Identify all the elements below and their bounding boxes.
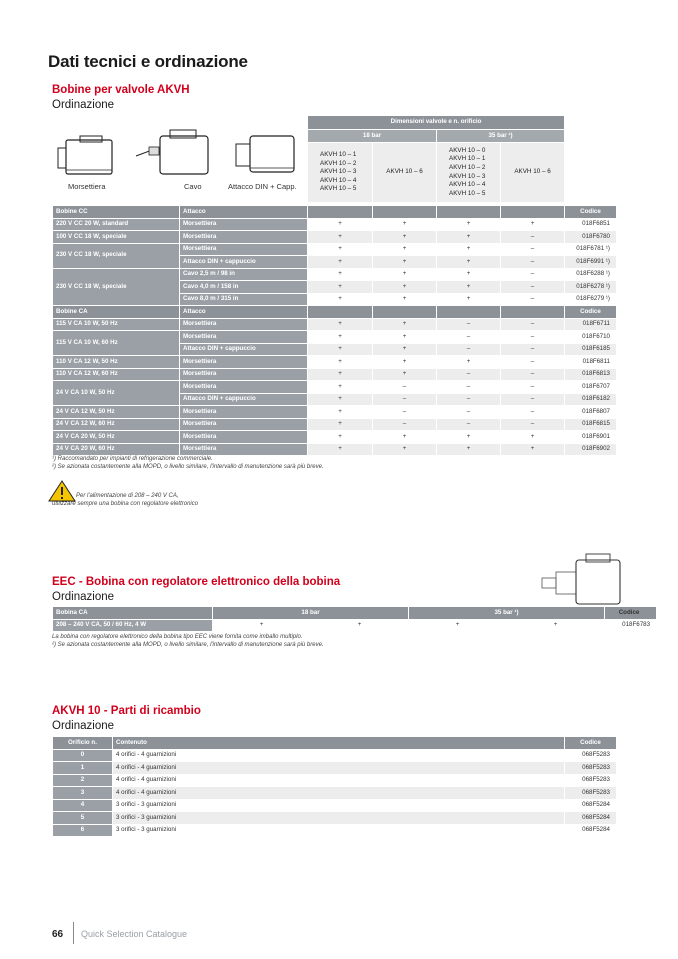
compat-value: – [501, 256, 565, 269]
parts-content: 3 orifici - 3 guarnizioni [113, 799, 565, 812]
dimension-header [307, 115, 564, 203]
parts-header-content: Contenuto [113, 737, 565, 750]
dim-entry: AKVH 10 – 1 [320, 151, 357, 159]
dim-col-2 [373, 143, 437, 203]
order-code: 018F6902 [565, 443, 617, 456]
compat-value: + [308, 381, 373, 394]
compat-value: – [373, 406, 437, 419]
parts-code: 068F5283 [565, 787, 617, 800]
compat-value: – [501, 368, 565, 381]
table-row [53, 443, 617, 456]
compat-value: + [437, 231, 501, 244]
attach-type: Attacco DIN + cappuccio [180, 343, 308, 356]
compat-value: + [373, 343, 437, 356]
order-code: 018F6710 [565, 331, 617, 344]
compat-value: – [501, 393, 565, 406]
order-code: 018F6781 ¹) [565, 243, 617, 256]
dim-entry: AKVH 10 – 2 [449, 163, 486, 171]
parts-content: 4 orifici - 4 guarnizioni [113, 774, 565, 787]
compat-value: + [437, 356, 501, 369]
header-blank [437, 306, 501, 319]
attach-type: Morsettiera [180, 443, 308, 456]
dim-header-title: Dimensioni valvole e n. orificio [308, 116, 565, 130]
dim-entry: AKVH 10 – 1 [449, 155, 486, 163]
parts-content: 3 orifici - 3 guarnizioni [113, 824, 565, 837]
compat-value: + [373, 256, 437, 269]
order-code: 018F6711 [565, 318, 617, 331]
attach-type: Morsettiera [180, 381, 308, 394]
order-code: 018F6807 [565, 406, 617, 419]
compat-value: + [437, 293, 501, 306]
coil-type: 100 V CC 18 W, speciale [53, 231, 180, 244]
compat-value: + [437, 256, 501, 269]
coil-type: 220 V CC 20 W, standard [53, 218, 180, 231]
dim-col-4 [501, 143, 565, 203]
orifice-number: 3 [53, 787, 113, 800]
compat-value: – [501, 331, 565, 344]
akvh-coil-table [52, 205, 617, 456]
coil-type: 110 V CA 12 W, 60 Hz [53, 368, 180, 381]
dim-entry: AKVH 10 – 2 [320, 159, 357, 167]
table-row [53, 381, 617, 394]
table-row [53, 356, 617, 369]
coil-terminal-box-image [58, 136, 112, 174]
eec-notes [52, 633, 324, 650]
compat-value: – [501, 293, 565, 306]
compat-value: + [437, 431, 501, 444]
eec-coil: 208 – 240 V CA, 50 / 60 Hz, 4 W [53, 619, 213, 632]
compat-value: – [501, 243, 565, 256]
dim-entry: AKVH 10 – 6 [386, 168, 423, 176]
order-code: 018F6813 [565, 368, 617, 381]
compat-value: + [373, 281, 437, 294]
compat-value: + [308, 243, 373, 256]
eec-section-title: EEC - Bobina con regolatore elettronico della bobina [52, 576, 341, 588]
attach-type: Morsettiera [180, 218, 308, 231]
akvh-note-1: ¹) Raccomandato per impianti di refrigerazione commerciale. [52, 456, 213, 462]
attach-type: Morsettiera [180, 418, 308, 431]
compat-value: + [501, 431, 565, 444]
order-code: 018F6288 ¹) [565, 268, 617, 281]
order-code: 018F6182 [565, 393, 617, 406]
compat-value: – [501, 381, 565, 394]
compat-value: – [437, 393, 501, 406]
table-row [53, 824, 617, 837]
eec-value: + [507, 619, 605, 632]
coil-type: 110 V CA 12 W, 50 Hz [53, 356, 180, 369]
parts-content: 4 orifici - 4 guarnizioni [113, 787, 565, 800]
eec-section-subtitle: Ordinazione [52, 591, 115, 603]
table-row [53, 318, 617, 331]
table-row [53, 243, 617, 256]
compat-value: + [308, 318, 373, 331]
compat-value: + [373, 443, 437, 456]
compat-value: + [373, 356, 437, 369]
compat-value: – [501, 406, 565, 419]
parts-header-code: Codice [565, 737, 617, 750]
eec-code: 018F6783 [605, 619, 657, 632]
compat-value: + [437, 281, 501, 294]
header-blank [501, 306, 565, 319]
compat-value: – [501, 231, 565, 244]
parts-code: 068F5284 [565, 824, 617, 837]
attach-type: Cavo 2,5 m / 98 in [180, 268, 308, 281]
compat-value: – [373, 381, 437, 394]
coil-cable-image [136, 130, 208, 174]
compat-value: – [501, 343, 565, 356]
table-header-row [53, 206, 617, 219]
compat-value: + [437, 218, 501, 231]
table-row [53, 799, 617, 812]
orifice-number: 1 [53, 762, 113, 775]
compat-value: + [308, 256, 373, 269]
compat-value: + [501, 443, 565, 456]
parts-section-title: AKVH 10 - Parti di ricambio [52, 705, 201, 717]
eec-header-coil: Bobina CA [53, 607, 213, 620]
dim-entry: AKVH 10 – 4 [449, 181, 486, 189]
dim-entry: AKVH 10 – 4 [320, 176, 357, 184]
table-row [53, 231, 617, 244]
parts-table [52, 736, 617, 837]
eec-coil-image [540, 552, 626, 612]
compat-value: – [437, 406, 501, 419]
orifice-number: 0 [53, 749, 113, 762]
parts-code: 068F5284 [565, 812, 617, 825]
eec-note-1: La bobina con regolatore elettronico della bobina tipo EEC viene fornita come imballo multiplo. [52, 634, 303, 640]
parts-code: 068F5283 [565, 762, 617, 775]
header-coil: Bobine CC [53, 206, 180, 219]
caption-din: Attacco DIN + Capp. [228, 182, 297, 191]
dim-header-35bar: 35 bar ¹) [437, 130, 565, 143]
order-code: 018F6278 ¹) [565, 281, 617, 294]
compat-value: + [308, 356, 373, 369]
header-blank [373, 306, 437, 319]
header-coil: Bobine CA [53, 306, 180, 319]
compat-value: – [437, 331, 501, 344]
coil-type: 230 V CC 18 W, speciale [53, 268, 180, 306]
order-code: 018F6851 [565, 218, 617, 231]
eec-note-2: ²) Se azionata costantemente alla MOPD, o livello similare, l'intervallo di manutenzione sarà più breve. [52, 642, 324, 649]
parts-content: 3 orifici - 3 guarnizioni [113, 812, 565, 825]
parts-content: 4 orifici - 4 guarnizioni [113, 762, 565, 775]
coil-type: 24 V CA 20 W, 50 Hz [53, 431, 180, 444]
caption-cavo: Cavo [184, 182, 202, 191]
compat-value: + [373, 431, 437, 444]
attach-type: Cavo 8,0 m / 315 in [180, 293, 308, 306]
header-attach: Attacco [180, 306, 308, 319]
compat-value: – [437, 368, 501, 381]
compat-value: + [373, 368, 437, 381]
compat-value: – [437, 418, 501, 431]
compat-value: + [308, 331, 373, 344]
order-code: 018F6185 [565, 343, 617, 356]
attach-type: Morsettiera [180, 331, 308, 344]
table-row [53, 368, 617, 381]
compat-value: – [501, 281, 565, 294]
orifice-number: 2 [53, 774, 113, 787]
compat-value: – [373, 418, 437, 431]
parts-content: 4 orifici - 4 guarnizioni [113, 749, 565, 762]
coil-type: 115 V CA 10 W, 60 Hz [53, 331, 180, 356]
eec-header-35bar: 35 bar ¹) [409, 607, 605, 620]
eec-header-code: Codice [605, 607, 657, 620]
compat-value: – [501, 268, 565, 281]
compat-value: + [308, 443, 373, 456]
compat-value: + [308, 406, 373, 419]
attach-type: Cavo 4,0 m / 158 in [180, 281, 308, 294]
compat-value: + [308, 231, 373, 244]
orifice-number: 4 [53, 799, 113, 812]
eec-value: + [311, 619, 409, 632]
header-blank [437, 206, 501, 219]
order-code: 018F6815 [565, 418, 617, 431]
compat-value: + [437, 243, 501, 256]
attach-type: Attacco DIN + cappuccio [180, 256, 308, 269]
warning-line-1: Per l'alimentazione di 208 – 240 V CA, [76, 493, 179, 499]
dim-entry: AKVH 10 – 3 [449, 172, 486, 180]
compat-value: + [373, 268, 437, 281]
akvh-note-2: ²) Se azionata costantemente alla MOPD, o livello similare, l'intervallo di manutenzione sarà più breve. [52, 464, 324, 471]
compat-value: + [308, 293, 373, 306]
compat-value: + [308, 418, 373, 431]
eec-table [52, 606, 657, 632]
compat-value: + [308, 281, 373, 294]
dim-entry: AKVH 10 – 3 [320, 168, 357, 176]
attach-type: Morsettiera [180, 243, 308, 256]
compat-value: + [308, 368, 373, 381]
table-row [53, 787, 617, 800]
attach-type: Morsettiera [180, 231, 308, 244]
coil-type: 24 V CA 12 W, 60 Hz [53, 418, 180, 431]
dim-entry: AKVH 10 – 6 [514, 168, 551, 176]
compat-value: – [501, 418, 565, 431]
table-row [53, 331, 617, 344]
header-blank [373, 206, 437, 219]
eec-value: + [213, 619, 311, 632]
order-code: 018F6811 [565, 356, 617, 369]
header-blank [308, 206, 373, 219]
compat-value: + [373, 231, 437, 244]
order-code: 018F6780 [565, 231, 617, 244]
compat-value: + [373, 243, 437, 256]
coil-type: 115 V CA 10 W, 50 Hz [53, 318, 180, 331]
akvh-notes [52, 455, 324, 472]
parts-section-subtitle: Ordinazione [52, 720, 115, 732]
orifice-number: 6 [53, 824, 113, 837]
eec-header-18bar: 18 bar [213, 607, 409, 620]
parts-code: 068F5284 [565, 799, 617, 812]
compat-value: + [308, 343, 373, 356]
order-code: 018F6707 [565, 381, 617, 394]
coil-din-image [236, 136, 294, 172]
compat-value: + [501, 218, 565, 231]
akvh-section-subtitle: Ordinazione [52, 99, 115, 111]
table-row [53, 431, 617, 444]
attach-type: Morsettiera [180, 318, 308, 331]
compat-value: + [308, 218, 373, 231]
order-code: 018F6901 [565, 431, 617, 444]
header-code: Codice [565, 206, 617, 219]
warning-text [52, 492, 198, 509]
dim-entry: AKVH 10 – 5 [320, 185, 357, 193]
compat-value: – [373, 393, 437, 406]
table-row [53, 749, 617, 762]
coil-type: 24 V CA 12 W, 50 Hz [53, 406, 180, 419]
footer-divider [73, 922, 74, 944]
compat-value: – [437, 318, 501, 331]
attach-type: Morsettiera [180, 431, 308, 444]
parts-header-n: Orificio n. [53, 737, 113, 750]
attach-type: Morsettiera [180, 356, 308, 369]
coil-type: 24 V CA 10 W, 50 Hz [53, 381, 180, 406]
table-row [53, 418, 617, 431]
page-title: Dati tecnici e ordinazione [48, 52, 248, 71]
eec-value: + [409, 619, 507, 632]
header-blank [501, 206, 565, 219]
dim-entry: AKVH 10 – 5 [449, 189, 486, 197]
table-row [53, 762, 617, 775]
compat-value: + [373, 218, 437, 231]
order-code: 018F6279 ¹) [565, 293, 617, 306]
compat-value: + [373, 293, 437, 306]
compat-value: – [501, 356, 565, 369]
parts-code: 068F5283 [565, 749, 617, 762]
page-number: 66 [52, 929, 64, 940]
table-row [53, 268, 617, 281]
table-row [53, 812, 617, 825]
caption-morsettiera: Morsettiera [68, 182, 106, 191]
header-code: Codice [565, 306, 617, 319]
orifice-number: 5 [53, 812, 113, 825]
header-attach: Attacco [180, 206, 308, 219]
compat-value: + [308, 393, 373, 406]
akvh-section-title: Bobine per valvole AKVH [52, 84, 190, 96]
coil-images [52, 126, 306, 202]
compat-value: + [437, 268, 501, 281]
attach-type: Attacco DIN + cappuccio [180, 393, 308, 406]
dim-header-18bar: 18 bar [308, 130, 437, 143]
compat-value: + [437, 443, 501, 456]
dim-col-1 [308, 143, 373, 203]
order-code: 018F6991 ¹) [565, 256, 617, 269]
table-row [53, 406, 617, 419]
compat-value: + [308, 431, 373, 444]
attach-type: Morsettiera [180, 406, 308, 419]
coil-type: 24 V CA 20 W, 60 Hz [53, 443, 180, 456]
dim-col-3 [437, 143, 501, 203]
table-row [53, 619, 657, 632]
compat-value: + [308, 268, 373, 281]
compat-value: + [373, 318, 437, 331]
table-header-row [53, 306, 617, 319]
table-row [53, 218, 617, 231]
table-row [53, 774, 617, 787]
attach-type: Morsettiera [180, 368, 308, 381]
parts-code: 068F5283 [565, 774, 617, 787]
coil-type: 230 V CC 18 W, speciale [53, 243, 180, 268]
dim-entry: AKVH 10 – 0 [449, 146, 486, 154]
compat-value: + [373, 331, 437, 344]
compat-value: – [437, 343, 501, 356]
warning-line-2: utilizzare sempre una bobina con regolatore elettronico [52, 501, 199, 508]
footer-text: Quick Selection Catalogue [81, 929, 188, 939]
compat-value: – [437, 381, 501, 394]
header-blank [308, 306, 373, 319]
compat-value: – [501, 318, 565, 331]
